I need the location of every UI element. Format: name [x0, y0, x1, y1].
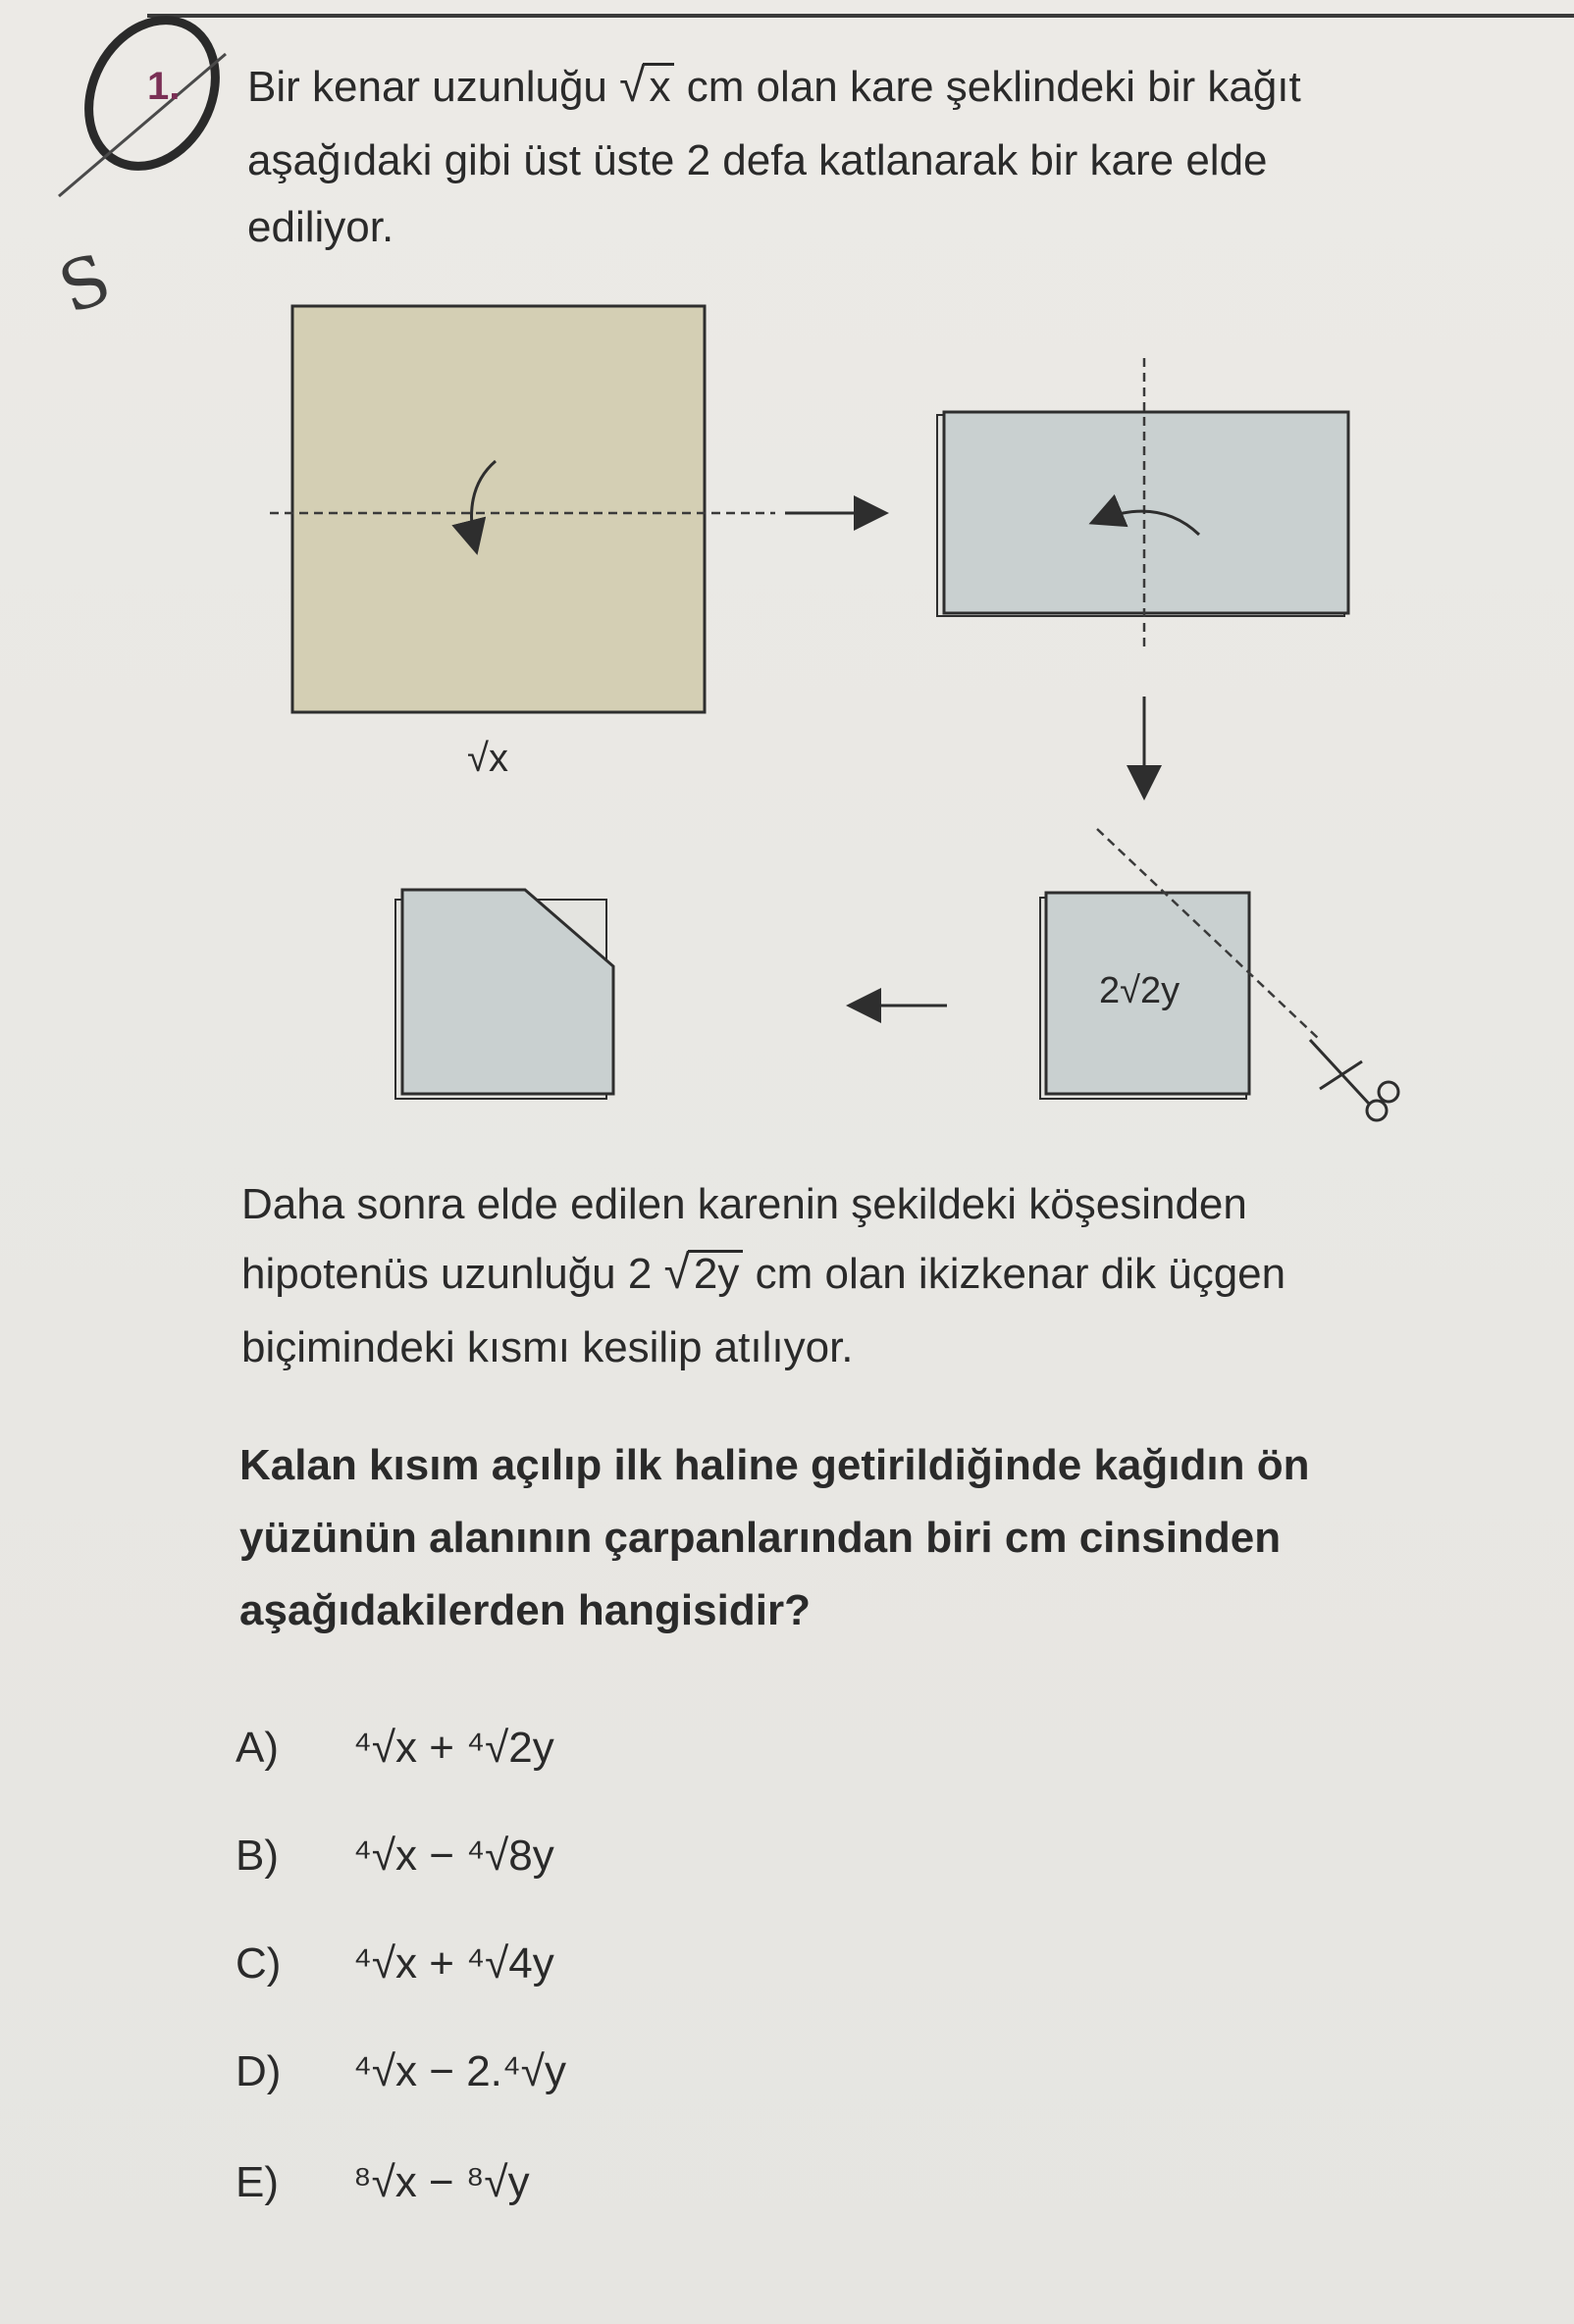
intro-line-2: aşağıdaki gibi üst üste 2 defa katlanarak bir kare elde [247, 136, 1268, 184]
handwritten-margin-mark: S [48, 237, 121, 330]
sqrt-x-radicand: x [643, 63, 674, 109]
ask-line-3: aşağıdakilerden hangisidir? [239, 1586, 811, 1634]
para2-text-b: cm olan ikizkenar dik üçgen [755, 1250, 1286, 1298]
para2-text-a: hipotenüs uzunluğu 2 [241, 1250, 653, 1298]
option-d-label: D) [236, 2047, 282, 2095]
option-c-label: C) [236, 1939, 282, 1988]
option-a-label: A) [236, 1724, 279, 1772]
para2-line-1: Daha sonra elde edilen karenin şekildeki köşesinden [241, 1180, 1247, 1228]
option-e-label: E) [236, 2158, 279, 2206]
sqrt-2y: √2y [664, 1248, 744, 1300]
cut-square-label: 2√2y [1099, 970, 1180, 1011]
square-side-label: √x [467, 737, 508, 780]
ask-line-2: yüzünün alanının çarpanlarından biri cm cinsinden [239, 1514, 1282, 1562]
option-b-label: B) [236, 1832, 279, 1880]
sqrt-x: √x [619, 61, 674, 113]
intro-line-3: ediliyor. [247, 203, 394, 251]
ask-line-1: Kalan kısım açılıp ilk haline getirildiğinde kağıdın ön [239, 1441, 1310, 1489]
intro-text-a: Bir kenar uzunluğu [247, 63, 607, 111]
para2-line-2 [241, 1248, 1285, 1300]
option-b-expr: ⁴√x − ⁴√8y [353, 1832, 554, 1880]
question-number: 1. [147, 65, 181, 108]
original-square [292, 306, 705, 712]
option-e-expr: ⁸√x − ⁸√y [353, 2158, 530, 2206]
scissors-icon [1310, 1040, 1398, 1120]
intro-text-b: cm olan kare şeklindeki bir kağıt [686, 63, 1301, 111]
option-d-expr: ⁴√x − 2.⁴√y [353, 2047, 566, 2095]
option-c-expr: ⁴√x + ⁴√4y [353, 1939, 554, 1988]
para2-line-3: biçimindeki kısmı kesilip atılıyor. [241, 1323, 854, 1371]
option-a-expr: ⁴√x + ⁴√2y [353, 1724, 554, 1772]
sqrt-2y-radicand: 2y [688, 1250, 743, 1296]
